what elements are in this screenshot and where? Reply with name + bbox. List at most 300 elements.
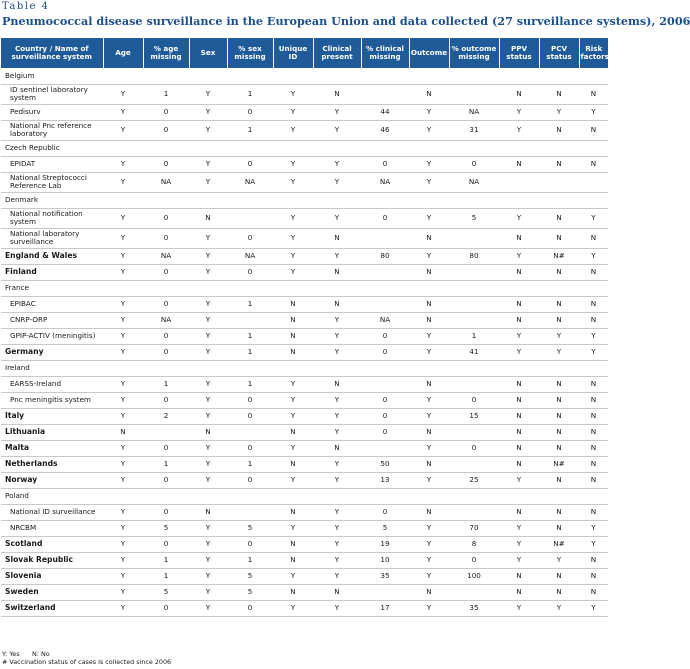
country-group-row bbox=[1, 280, 608, 296]
table-cell: Y bbox=[579, 328, 608, 344]
table-cell: 25 bbox=[449, 472, 499, 488]
table-cell bbox=[449, 360, 499, 376]
table-cell: Y bbox=[313, 504, 361, 520]
table-cell: N bbox=[409, 504, 449, 520]
note-yes: Y: Yes bbox=[2, 650, 20, 658]
table-cell: Y bbox=[189, 600, 227, 616]
table-cell: Y bbox=[189, 520, 227, 536]
table-cell: Y bbox=[409, 392, 449, 408]
table-cell: 0 bbox=[361, 156, 409, 172]
row-name: GPIP-ACTIV (meningitis) bbox=[1, 328, 103, 344]
row-name: Sweden bbox=[1, 584, 103, 600]
table-cell: Y bbox=[273, 104, 313, 120]
table-cell: 13 bbox=[361, 472, 409, 488]
table-cell: N bbox=[313, 584, 361, 600]
table-cell: NA bbox=[143, 172, 189, 192]
table-cell bbox=[361, 140, 409, 156]
table-cell: 0 bbox=[143, 104, 189, 120]
table-cell: 0 bbox=[361, 208, 409, 228]
table-cell: Y bbox=[103, 376, 143, 392]
header-row bbox=[1, 38, 608, 68]
table-cell: Y bbox=[189, 584, 227, 600]
table-cell: Y bbox=[103, 536, 143, 552]
table-cell: 0 bbox=[361, 424, 409, 440]
table-cell bbox=[499, 360, 539, 376]
table-cell: 5 bbox=[449, 208, 499, 228]
table-cell: 31 bbox=[449, 120, 499, 140]
table-cell: N bbox=[539, 584, 579, 600]
country-row bbox=[1, 536, 608, 552]
table-cell: 0 bbox=[227, 536, 273, 552]
table-cell bbox=[313, 360, 361, 376]
table-cell: Y bbox=[499, 120, 539, 140]
table-cell bbox=[409, 68, 449, 84]
country-group-row bbox=[1, 192, 608, 208]
country-row bbox=[1, 600, 608, 616]
table-cell: Y bbox=[499, 600, 539, 616]
country-row bbox=[1, 440, 608, 456]
table-cell: N bbox=[499, 264, 539, 280]
table-cell: N bbox=[313, 440, 361, 456]
table-cell bbox=[143, 488, 189, 504]
table-cell: N bbox=[273, 296, 313, 312]
table-cell: Y bbox=[313, 424, 361, 440]
column-header: Country / Name of surveillance system bbox=[1, 38, 103, 68]
table-cell bbox=[579, 192, 608, 208]
country-group-row bbox=[1, 140, 608, 156]
table-cell bbox=[273, 140, 313, 156]
table-cell: 0 bbox=[227, 600, 273, 616]
table-cell: Y bbox=[409, 120, 449, 140]
table-cell: Y bbox=[409, 208, 449, 228]
table-cell: N bbox=[579, 424, 608, 440]
column-header: PPV status bbox=[499, 38, 539, 68]
table-cell: 5 bbox=[143, 584, 189, 600]
table-cell: Y bbox=[189, 312, 227, 328]
table-cell bbox=[361, 360, 409, 376]
row-name: NRCBM bbox=[1, 520, 103, 536]
table-cell: Y bbox=[313, 156, 361, 172]
table-cell: N bbox=[539, 376, 579, 392]
table-cell bbox=[189, 192, 227, 208]
table-cell bbox=[361, 280, 409, 296]
table-cell bbox=[189, 68, 227, 84]
table-cell: 1 bbox=[227, 344, 273, 360]
table-cell: Y bbox=[313, 344, 361, 360]
table-cell: Y bbox=[273, 172, 313, 192]
table-cell: Y bbox=[103, 568, 143, 584]
system-row bbox=[1, 504, 608, 520]
table-cell: N bbox=[273, 584, 313, 600]
table-cell: NA bbox=[143, 312, 189, 328]
system-row bbox=[1, 84, 608, 104]
table-cell: 0 bbox=[361, 408, 409, 424]
table-cell: Y bbox=[103, 208, 143, 228]
table-cell: N bbox=[273, 456, 313, 472]
table-cell bbox=[361, 376, 409, 392]
table-cell: 1 bbox=[227, 456, 273, 472]
table-cell: Y bbox=[103, 600, 143, 616]
table-cell: N bbox=[539, 424, 579, 440]
table-cell: N bbox=[409, 456, 449, 472]
table-cell bbox=[189, 488, 227, 504]
table-cell: Y bbox=[103, 84, 143, 104]
table-cell: Y bbox=[189, 156, 227, 172]
table-cell: Y bbox=[189, 104, 227, 120]
table-cell: N bbox=[189, 208, 227, 228]
table-cell bbox=[361, 296, 409, 312]
table-cell: N bbox=[273, 536, 313, 552]
table-cell: 0 bbox=[143, 536, 189, 552]
table-cell: N bbox=[499, 156, 539, 172]
table-cell: 5 bbox=[227, 520, 273, 536]
table-cell: 0 bbox=[143, 296, 189, 312]
table-cell: N bbox=[539, 208, 579, 228]
table-cell: Y bbox=[499, 472, 539, 488]
table-cell: 8 bbox=[449, 536, 499, 552]
table-cell: N bbox=[499, 376, 539, 392]
table-cell: N bbox=[273, 424, 313, 440]
system-row bbox=[1, 172, 608, 192]
table-cell: Y bbox=[313, 172, 361, 192]
table-cell: N bbox=[273, 328, 313, 344]
column-header: Sex bbox=[189, 38, 227, 68]
table-cell bbox=[579, 360, 608, 376]
table-cell bbox=[449, 228, 499, 248]
country-row bbox=[1, 424, 608, 440]
table-cell: N# bbox=[539, 536, 579, 552]
column-header: Clinical present bbox=[313, 38, 361, 68]
system-row bbox=[1, 392, 608, 408]
table-cell: Y bbox=[103, 520, 143, 536]
table-cell: NA bbox=[361, 172, 409, 192]
table-cell: N bbox=[499, 392, 539, 408]
table-cell: 0 bbox=[227, 228, 273, 248]
note-vaccination: # Vaccination status of cases is collected since 2006 bbox=[2, 658, 172, 666]
table-cell: N bbox=[539, 312, 579, 328]
table-cell: N bbox=[499, 456, 539, 472]
table-cell bbox=[409, 488, 449, 504]
table-cell: Y bbox=[579, 248, 608, 264]
table-cell: Y bbox=[273, 440, 313, 456]
table-cell: 0 bbox=[227, 156, 273, 172]
table-cell: Y bbox=[189, 552, 227, 568]
table-cell bbox=[227, 140, 273, 156]
country-row bbox=[1, 584, 608, 600]
table-cell: N bbox=[409, 312, 449, 328]
table-cell: Y bbox=[273, 84, 313, 104]
table-cell bbox=[409, 360, 449, 376]
table-cell: Y bbox=[499, 536, 539, 552]
table-cell: Y bbox=[103, 456, 143, 472]
table-cell: Y bbox=[189, 84, 227, 104]
table-cell: Y bbox=[273, 472, 313, 488]
table-cell: 1 bbox=[227, 552, 273, 568]
table-cell: N bbox=[499, 296, 539, 312]
table-cell: N bbox=[579, 472, 608, 488]
table-cell bbox=[449, 192, 499, 208]
table-cell: 1 bbox=[143, 376, 189, 392]
table-cell: NA bbox=[143, 248, 189, 264]
table-cell: N bbox=[579, 312, 608, 328]
country-row bbox=[1, 248, 608, 264]
table-cell bbox=[539, 68, 579, 84]
table-cell bbox=[449, 424, 499, 440]
table-cell: N bbox=[313, 264, 361, 280]
table-cell: N bbox=[539, 120, 579, 140]
table-cell bbox=[409, 280, 449, 296]
table-cell bbox=[449, 584, 499, 600]
table-cell: NA bbox=[449, 172, 499, 192]
table-cell: 0 bbox=[361, 504, 409, 520]
table-cell: N bbox=[409, 424, 449, 440]
table-cell bbox=[449, 312, 499, 328]
table-cell bbox=[273, 68, 313, 84]
table-cell: 0 bbox=[143, 228, 189, 248]
table-cell: 0 bbox=[143, 120, 189, 140]
table-cell: N# bbox=[539, 248, 579, 264]
table-cell bbox=[103, 360, 143, 376]
table-cell bbox=[539, 140, 579, 156]
table-cell: Y bbox=[499, 328, 539, 344]
row-name: National Streptococci Reference Lab bbox=[1, 172, 103, 192]
table-cell: Y bbox=[313, 120, 361, 140]
table-caption: Pneumococcal disease surveillance in the European Union and data collected (27 surveillance systems), 2006 bbox=[2, 14, 690, 28]
country-row bbox=[1, 456, 608, 472]
table-cell: Y bbox=[273, 248, 313, 264]
table-cell: Y bbox=[313, 552, 361, 568]
table-cell: 1 bbox=[143, 568, 189, 584]
table-cell: Y bbox=[273, 520, 313, 536]
row-name: Switzerland bbox=[1, 600, 103, 616]
table-cell: Y bbox=[499, 208, 539, 228]
table-cell: Y bbox=[273, 376, 313, 392]
table-cell: Y bbox=[499, 344, 539, 360]
table-cell: 0 bbox=[449, 392, 499, 408]
system-row bbox=[1, 328, 608, 344]
table-cell bbox=[361, 84, 409, 104]
column-header: Outcome bbox=[409, 38, 449, 68]
table-cell bbox=[539, 488, 579, 504]
table-cell: N bbox=[273, 344, 313, 360]
table-cell bbox=[361, 228, 409, 248]
table-cell bbox=[499, 280, 539, 296]
table-cell: Y bbox=[273, 156, 313, 172]
table-cell bbox=[313, 140, 361, 156]
table-cell: N bbox=[579, 440, 608, 456]
table-cell bbox=[499, 172, 539, 192]
table-cell bbox=[227, 424, 273, 440]
system-row bbox=[1, 120, 608, 140]
table-cell: Y bbox=[313, 600, 361, 616]
table-cell bbox=[227, 192, 273, 208]
table-cell: N bbox=[499, 228, 539, 248]
column-header: % sex missing bbox=[227, 38, 273, 68]
table-cell bbox=[499, 488, 539, 504]
table-cell bbox=[449, 68, 499, 84]
table-cell: N bbox=[579, 504, 608, 520]
table-cell: 2 bbox=[143, 408, 189, 424]
system-row bbox=[1, 376, 608, 392]
row-name: Denmark bbox=[1, 192, 103, 208]
table-cell: Y bbox=[103, 264, 143, 280]
table-cell bbox=[227, 360, 273, 376]
table-cell bbox=[103, 192, 143, 208]
table-cell bbox=[143, 280, 189, 296]
table-cell: Y bbox=[499, 552, 539, 568]
table-cell: Y bbox=[103, 408, 143, 424]
column-header: Age bbox=[103, 38, 143, 68]
table-cell: Y bbox=[313, 536, 361, 552]
table-cell bbox=[273, 360, 313, 376]
table-cell bbox=[449, 488, 499, 504]
table-cell: 0 bbox=[143, 344, 189, 360]
table-cell: Y bbox=[189, 296, 227, 312]
table-cell: Y bbox=[313, 472, 361, 488]
row-name: National ID surveillance bbox=[1, 504, 103, 520]
table-cell: N bbox=[409, 584, 449, 600]
table-cell: N bbox=[189, 504, 227, 520]
table-cell bbox=[189, 280, 227, 296]
table-cell: N bbox=[409, 228, 449, 248]
row-name: Norway bbox=[1, 472, 103, 488]
table-cell: Y bbox=[189, 456, 227, 472]
table-cell: Y bbox=[103, 328, 143, 344]
table-cell: Y bbox=[189, 392, 227, 408]
row-name: Italy bbox=[1, 408, 103, 424]
table-cell: Y bbox=[103, 392, 143, 408]
table-cell: Y bbox=[103, 228, 143, 248]
table-cell: Y bbox=[273, 120, 313, 140]
row-name: Czech Republic bbox=[1, 140, 103, 156]
table-cell bbox=[143, 424, 189, 440]
table-cell: N bbox=[539, 84, 579, 104]
table-cell bbox=[313, 192, 361, 208]
table-cell: Y bbox=[189, 264, 227, 280]
table-cell: Y bbox=[103, 344, 143, 360]
system-row bbox=[1, 104, 608, 120]
table-cell: 0 bbox=[143, 392, 189, 408]
table-cell: N bbox=[539, 392, 579, 408]
table-cell: N bbox=[409, 296, 449, 312]
row-name: CNRP-ORP bbox=[1, 312, 103, 328]
table-cell bbox=[579, 140, 608, 156]
country-row bbox=[1, 552, 608, 568]
row-name: EPIDAT bbox=[1, 156, 103, 172]
table-cell: Y bbox=[579, 600, 608, 616]
table-cell: Y bbox=[103, 552, 143, 568]
table-cell: Y bbox=[189, 120, 227, 140]
table-cell: Y bbox=[409, 344, 449, 360]
table-body bbox=[1, 68, 608, 616]
row-name: England & Wales bbox=[1, 248, 103, 264]
table-cell: Y bbox=[103, 296, 143, 312]
table-cell: 0 bbox=[227, 392, 273, 408]
table-cell bbox=[361, 440, 409, 456]
table-cell: 70 bbox=[449, 520, 499, 536]
country-row bbox=[1, 408, 608, 424]
table-cell: N bbox=[313, 228, 361, 248]
table-cell bbox=[227, 504, 273, 520]
table-cell bbox=[103, 140, 143, 156]
row-name: Malta bbox=[1, 440, 103, 456]
row-name: Finland bbox=[1, 264, 103, 280]
table-cell bbox=[103, 488, 143, 504]
table-cell: 1 bbox=[227, 84, 273, 104]
table-cell: Y bbox=[313, 328, 361, 344]
table-cell: 50 bbox=[361, 456, 409, 472]
table-cell: N bbox=[579, 84, 608, 104]
table-cell: N bbox=[499, 440, 539, 456]
table-cell: Y bbox=[189, 328, 227, 344]
column-header: % age missing bbox=[143, 38, 189, 68]
table-cell bbox=[273, 488, 313, 504]
table-cell: 80 bbox=[449, 248, 499, 264]
system-row bbox=[1, 296, 608, 312]
table-cell: Y bbox=[189, 228, 227, 248]
table-cell bbox=[539, 360, 579, 376]
table-cell bbox=[313, 488, 361, 504]
table-cell: 1 bbox=[227, 120, 273, 140]
table-cell: 0 bbox=[361, 328, 409, 344]
table-cell: 46 bbox=[361, 120, 409, 140]
table-cell: Y bbox=[579, 536, 608, 552]
table-cell: Y bbox=[189, 472, 227, 488]
table-cell bbox=[449, 280, 499, 296]
table-cell: Y bbox=[409, 104, 449, 120]
table-cell bbox=[143, 360, 189, 376]
table-cell: N bbox=[273, 312, 313, 328]
table-cell: 44 bbox=[361, 104, 409, 120]
table-cell: 0 bbox=[449, 156, 499, 172]
table-cell: Y bbox=[103, 120, 143, 140]
table-cell: Y bbox=[409, 248, 449, 264]
table-cell: Y bbox=[499, 104, 539, 120]
table-head bbox=[1, 38, 608, 68]
table-cell bbox=[579, 488, 608, 504]
table-cell bbox=[189, 360, 227, 376]
table-cell: Y bbox=[189, 172, 227, 192]
table-cell: Y bbox=[313, 208, 361, 228]
table-cell: N# bbox=[539, 456, 579, 472]
table-cell: N bbox=[103, 424, 143, 440]
column-header: Risk factors bbox=[579, 38, 608, 68]
table-cell: 0 bbox=[143, 328, 189, 344]
country-group-row bbox=[1, 488, 608, 504]
system-row bbox=[1, 520, 608, 536]
table-cell: Y bbox=[579, 344, 608, 360]
table-cell bbox=[449, 504, 499, 520]
table-cell bbox=[273, 280, 313, 296]
table-cell: Y bbox=[409, 328, 449, 344]
table-cell: Y bbox=[313, 312, 361, 328]
table-cell: 1 bbox=[143, 456, 189, 472]
table-cell: Y bbox=[189, 248, 227, 264]
table-cell: N bbox=[579, 228, 608, 248]
row-name: National notification system bbox=[1, 208, 103, 228]
table-cell: 0 bbox=[143, 208, 189, 228]
table-cell bbox=[189, 140, 227, 156]
table-cell: 0 bbox=[143, 504, 189, 520]
system-row bbox=[1, 208, 608, 228]
table-cell: 35 bbox=[361, 568, 409, 584]
table-cell: 0 bbox=[227, 440, 273, 456]
table-cell: Y bbox=[499, 248, 539, 264]
table-cell: N bbox=[579, 408, 608, 424]
table-cell bbox=[539, 280, 579, 296]
table-cell: 0 bbox=[143, 264, 189, 280]
row-name: ID sentinel laboratory system bbox=[1, 84, 103, 104]
